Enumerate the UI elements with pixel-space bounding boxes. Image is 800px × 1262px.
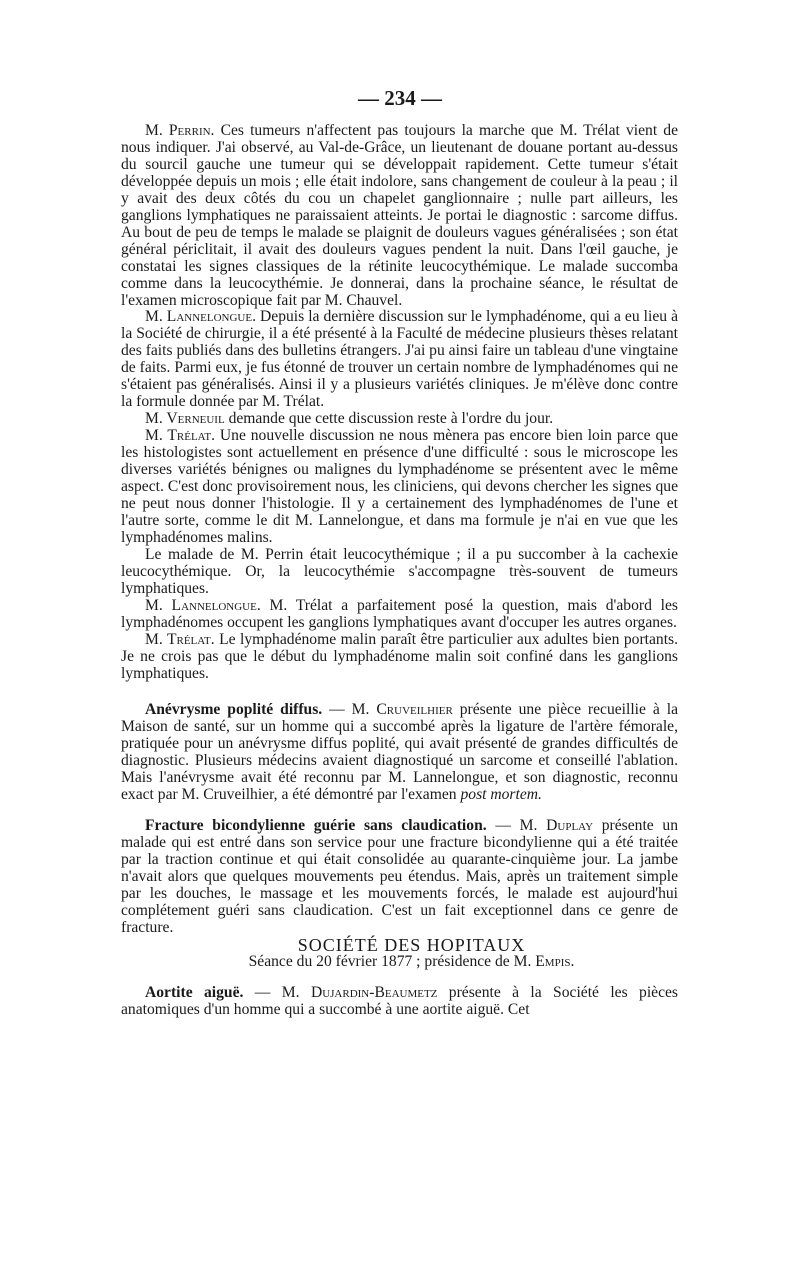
paragraph-fracture bbox=[121, 818, 678, 937]
speaker-name: M. Lannelongue. bbox=[145, 596, 261, 614]
paragraph-trelat-reply bbox=[121, 632, 678, 683]
section-heading: Aortite aiguë. bbox=[145, 983, 244, 1001]
paragraph-text: Ces tumeurs n'affectent pas toujours la marche que M. Trélat vient de nous indiquer. J'ai observé, au Val-de-Grâce, un lieutenant de douane portant au-dessus du sourcil gauche une tumeur qui se développait rapidement. Cette tumeur s'était développée depuis un mois ; elle était indolore, sans changement de couleur à la peau ; il y avait des deux côtés du cou un chapelet ganglionnaire ; nulle part ailleurs, les ganglions lymphatiques ne paraissaient atteints. Je portai le diagnostic : sarcome diffus. Au bout de peu de temps le malade se plaignit de douleurs vagues généralisées ; son état général périclitait, il avait des douleurs vagues pendent la nuit. Dans l'œil gauche, je constatai les signes classiques de la rétinite leucocythémique. Le malade succomba comme dans la leucocythémie. Je donnerai, dans la prochaine séance, le résultat de l'examen microscopique fait par M. Chauvel. bbox=[121, 122, 678, 309]
speaker-name: M. Trélat. bbox=[145, 427, 216, 445]
speaker-name: M. Lannelongue. bbox=[145, 308, 256, 326]
paragraph-verneuil bbox=[121, 411, 678, 428]
section-heading: Fracture bicondylienne guérie sans claudication. bbox=[145, 817, 487, 835]
speaker-name: M. Trélat. bbox=[145, 630, 215, 648]
paragraph-trelat bbox=[121, 428, 678, 547]
page-number: — 234 — bbox=[358, 86, 442, 110]
paragraph-perrin-patient bbox=[121, 547, 678, 598]
speaker-name: M. Verneuil bbox=[145, 410, 225, 428]
paragraph-anevrysme bbox=[121, 702, 678, 804]
paragraph-text: présente à la Société les pièces anatomiques d'un homme qui a succombé à une aortite aiguë. Cet bbox=[121, 983, 679, 1018]
paragraph-text: Le malade de M. Perrin était leucocythémique ; il a pu succomber à la cachexie leucocythémique. Or, la leucocythémie s'accompagne très-souvent de tumeurs lymphatiques. bbox=[121, 545, 678, 597]
paragraph-text: Une nouvelle discussion ne nous mènera pas encore bien loin parce que les histologistes sont actuellement en présence d'une difficulté : sous le microscope les diverses variétés bénignes ou malignes du lymphadénome se présentent avec le même aspect. C'est donc provisoirement nous, les cliniciens, qui devons chercher les signes que ne peut nous donner l'histologie. Il y a certainement des lymphadénomes de l'une et l'autre sorte, comme le dit M. Lannelongue, et dans ma formule je n'ai en vue que les lymphadénomes malins. bbox=[121, 427, 678, 546]
paragraph-text: demande que cette discussion reste à l'ordre du jour. bbox=[224, 410, 554, 428]
spacer bbox=[121, 804, 678, 818]
speaker-name: Dujardin-Beaumetz bbox=[310, 983, 438, 1001]
separator: — M. bbox=[322, 701, 377, 719]
paragraph-text: Le lymphadénome malin paraît être particulier aux adultes bien portants. Je ne crois pas que le début du lymphadénome malin soit confiné dans les ganglions lymphatiques. bbox=[121, 630, 679, 682]
spacer bbox=[121, 971, 678, 985]
paragraph-text: Depuis la dernière discussion sur le lymphadénome, qui a eu lieu à la Société de chirurgie, il a été présenté à la Faculté de médecine plusieurs thèses relatant des faits publiés dans des bulletins étrangers. J'ai pu ainsi faire un tableau d'une vingtaine de faits. Parmi eux, je fus étonné de trouver un certain nombre de lymphadénomes qui ne s'étaient pas généralisés. Ainsi il y a plusieurs variétés cliniques. Je m'élève donc contre la formule donnée par M. Trélat. bbox=[121, 308, 678, 411]
paragraph-lannelongue bbox=[121, 309, 678, 411]
spacer bbox=[121, 682, 678, 702]
separator: — M. bbox=[486, 817, 547, 835]
paragraph-lannelongue-reply bbox=[121, 598, 678, 632]
session-date: Séance du 20 février 1877 ; présidence de bbox=[248, 952, 514, 970]
paragraph-perrin bbox=[121, 123, 678, 309]
speaker-name: Duplay bbox=[546, 817, 594, 835]
session-line bbox=[121, 954, 678, 971]
speaker-name: M. Perrin. bbox=[145, 122, 215, 139]
speaker-name: Cruveilhier bbox=[376, 701, 453, 719]
paragraph-aortite bbox=[121, 985, 678, 1019]
paragraph-text: M. Trélat a parfaitement posé la question, mais d'abord les lymphadénomes occupent les ganglions lymphatiques avant d'occuper les autres organes. bbox=[121, 596, 678, 631]
separator: — M. bbox=[243, 983, 311, 1001]
paragraph-text: présente une pièce recueillie à la Maison de santé, sur un homme qui a succombé après la ligature de l'artère fémorale, pratiquée pour un anévrysme diffus poplité, qui avait présenté de grandes difficultés de diagnostic. Plusieurs médecins avaient diagnostiqué un sarcome et conseillé l'ablation. Mais l'anévrysme avait été reconnu par M. Lannelongue, et son diagnostic, reconnu exact par M. Cruveilhier, a été démontré par l'examen bbox=[121, 701, 678, 804]
italic-phrase: post mortem. bbox=[460, 786, 542, 804]
section-title: SOCIÉTÉ DES HOPITAUX bbox=[297, 934, 526, 955]
paragraph-text: présente un malade qui est entré dans son service pour une fracture bicondylienne qui a été traitée par la traction continue et qui était consolidée au quarante-cinquième jour. La jambe n'avait alors que quelques mouvements peu étendus. Mais, après un traitement simple par les douches, le massage et les mouvements forcés, le malade est aujourd'hui complétement guéri sans claudication. C'est un fait exceptionnel dans ce genre de fracture. bbox=[121, 817, 678, 936]
section-heading: Anévrysme poplité diffus. bbox=[145, 701, 323, 719]
text-column bbox=[121, 123, 678, 1019]
president-name: M. Empis. bbox=[513, 952, 575, 970]
